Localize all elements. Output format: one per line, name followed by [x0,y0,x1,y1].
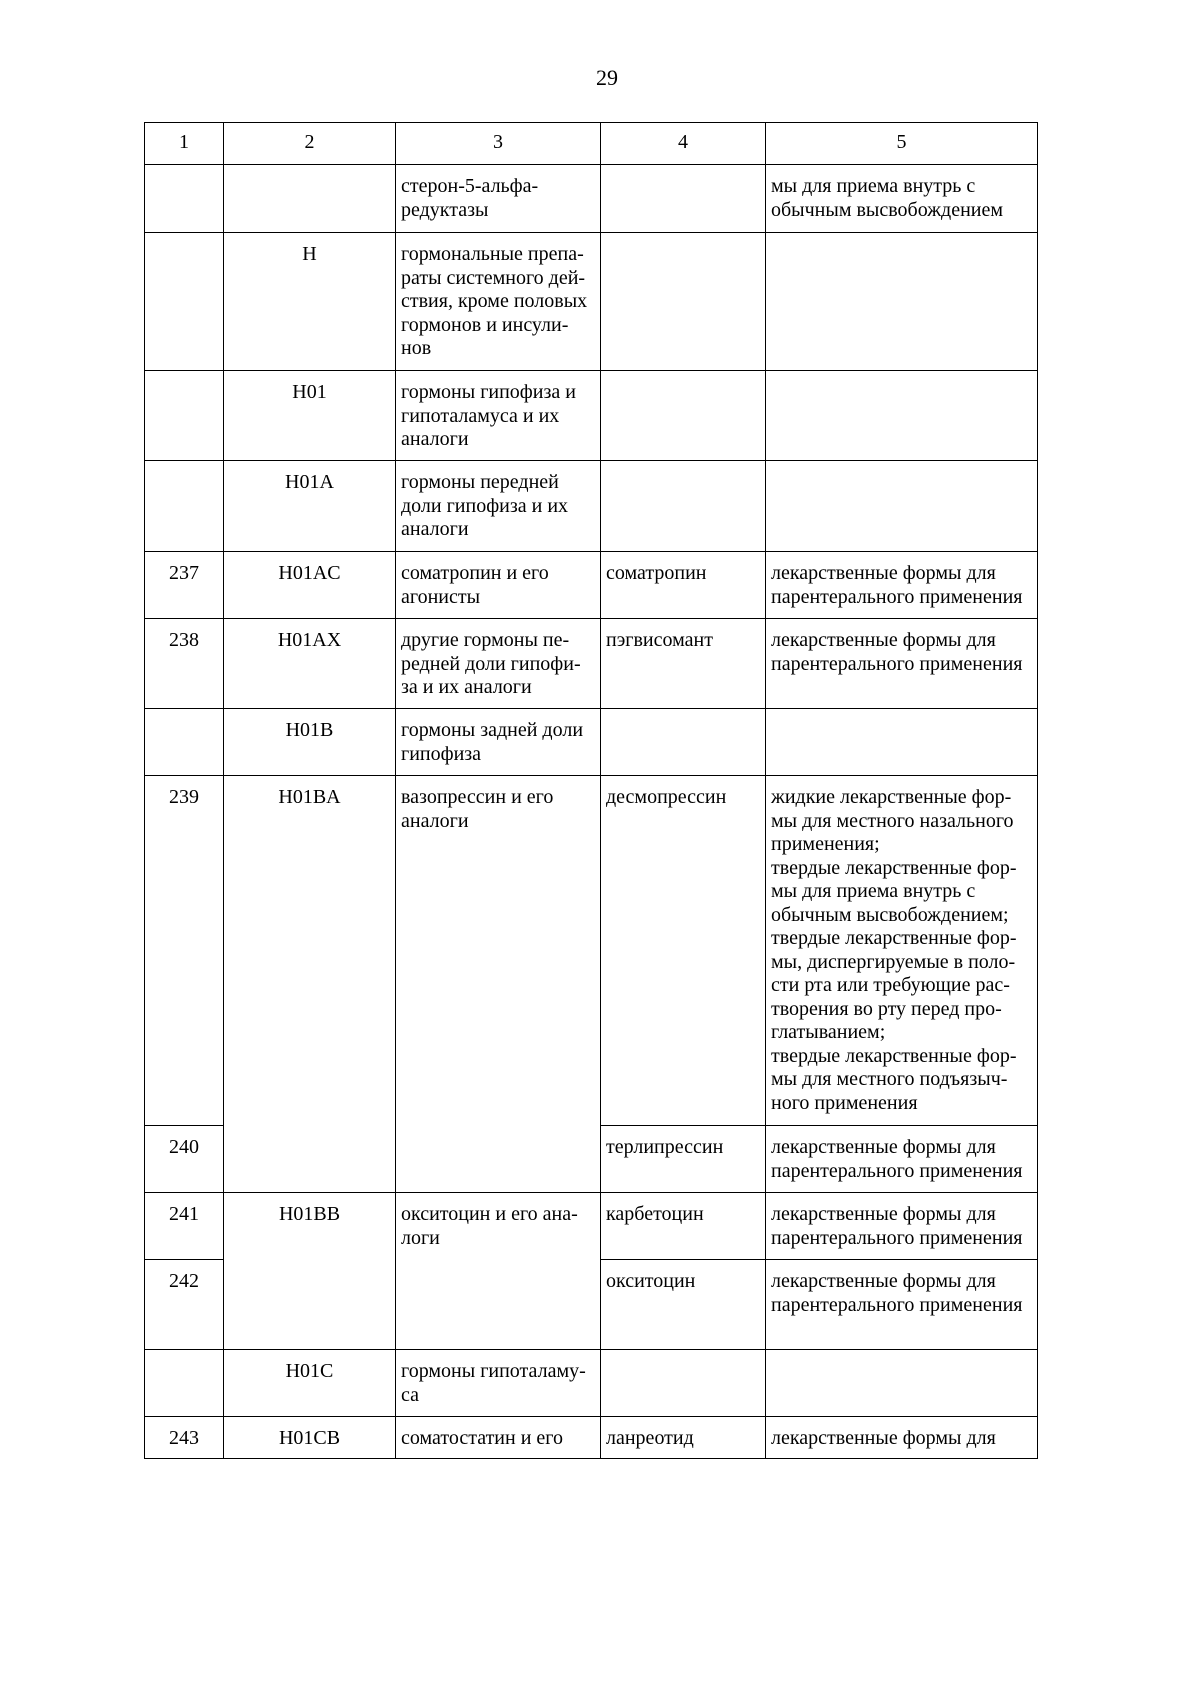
cell-group-name: гормоны задней доли гипофиза [396,709,601,776]
cell-number: 243 [145,1417,224,1459]
cell-group-name: стерон-5-альфа- редуктазы [396,165,601,233]
cell-dosage-forms: лекарственные формы для [766,1417,1038,1459]
header-col-4: 4 [601,123,766,165]
cell-atc-code: H01BA [224,776,396,1193]
cell-drug-name [601,709,766,776]
cell-drug-name: десмопрессин [601,776,766,1126]
cell-number [145,165,224,233]
cell-drug-name [601,371,766,461]
cell-dosage-forms [766,233,1038,371]
cell-drug-name [601,461,766,552]
cell-number: 241 [145,1193,224,1260]
cell-dosage-forms [766,371,1038,461]
cell-group-name: гормоны передней доли гипофиза и их аналоги [396,461,601,552]
cell-group-name: гормональные препа- раты системного дей- ствия, кроме половых гормонов и инсули- нов [396,233,601,371]
drug-list-table [144,122,1038,1459]
cell-number: 238 [145,619,224,709]
cell-number: 242 [145,1260,224,1350]
header-col-5: 5 [766,123,1038,165]
cell-number: 239 [145,776,224,1126]
cell-atc-code: H01AX [224,619,396,709]
cell-atc-code: H01BB [224,1193,396,1350]
cell-atc-code: H01C [224,1350,396,1417]
cell-drug-name: карбетоцин [601,1193,766,1260]
cell-drug-name: соматропин [601,552,766,619]
cell-drug-name: пэгвисомант [601,619,766,709]
cell-drug-name: терлипрессин [601,1126,766,1193]
cell-atc-code: H01AC [224,552,396,619]
page-number: 29 [596,65,618,90]
cell-dosage-forms: лекарственные формы для парентерального применения [766,1260,1038,1350]
cell-atc-code: H01B [224,709,396,776]
cell-atc-code: H01A [224,461,396,552]
cell-group-name: соматропин и его агонисты [396,552,601,619]
cell-group-name: гормоны гипоталаму- са [396,1350,601,1417]
cell-drug-name: ланреотид [601,1417,766,1459]
cell-dosage-forms: лекарственные формы для парентерального применения [766,552,1038,619]
cell-dosage-forms: лекарственные формы для парентерального применения [766,619,1038,709]
cell-dosage-forms [766,709,1038,776]
cell-group-name: соматостатин и его [396,1417,601,1459]
cell-dosage-forms: жидкие лекарственные фор- мы для местного назального применения; твердые лекарственные фор- мы для приема внутрь с обычным высвобождением; твердые лекарственные фор- мы, диспергируемые в поло- сти рта или требующие рас- творения во рту перед про- глатыванием; твердые лекарственные фор- мы для местного подъязыч- ного применения [766,776,1038,1126]
cell-number: 237 [145,552,224,619]
cell-number [145,461,224,552]
cell-drug-name: окситоцин [601,1260,766,1350]
header-col-2: 2 [224,123,396,165]
cell-group-name: вазопрессин и его аналоги [396,776,601,1193]
cell-drug-name [601,233,766,371]
cell-dosage-forms: лекарственные формы для парентерального применения [766,1126,1038,1193]
cell-number: 240 [145,1126,224,1193]
cell-number [145,233,224,371]
cell-atc-code: H01CB [224,1417,396,1459]
header-col-1: 1 [145,123,224,165]
cell-atc-code: H [224,233,396,371]
header-col-3: 3 [396,123,601,165]
cell-dosage-forms [766,1350,1038,1417]
cell-group-name: окситоцин и его ана- логи [396,1193,601,1350]
cell-dosage-forms: лекарственные формы для парентерального применения [766,1193,1038,1260]
cell-group-name: другие гормоны пе- редней доли гипофи- за и их аналоги [396,619,601,709]
cell-dosage-forms [766,461,1038,552]
cell-number [145,709,224,776]
cell-number [145,1350,224,1417]
cell-drug-name [601,165,766,233]
cell-atc-code [224,165,396,233]
cell-group-name: гормоны гипофиза и гипоталамуса и их аналоги [396,371,601,461]
cell-dosage-forms: мы для приема внутрь с обычным высвобождением [766,165,1038,233]
cell-number [145,371,224,461]
cell-atc-code: H01 [224,371,396,461]
cell-drug-name [601,1350,766,1417]
